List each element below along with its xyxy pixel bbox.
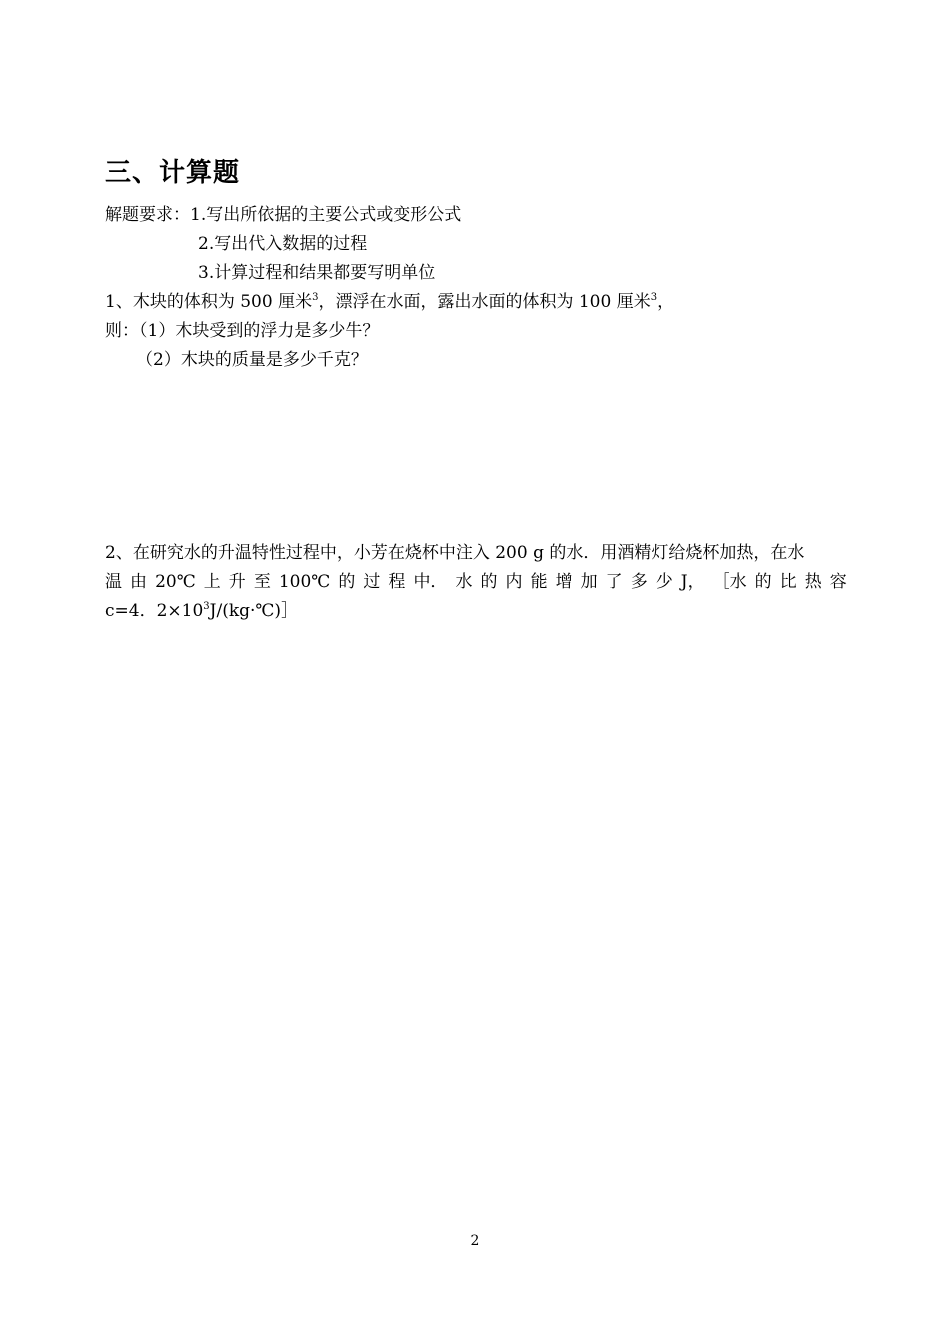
requirement-item-2: 2.写出代入数据的过程 (198, 234, 368, 254)
question2-token: 容 (829, 572, 847, 592)
question2-token: 加 (580, 572, 598, 592)
question2-token: 的 (754, 572, 772, 592)
question2-token: 了 (605, 572, 623, 592)
superscript: 3 (650, 292, 658, 303)
question2-token: 升 (228, 572, 246, 592)
question1-line1 (105, 291, 674, 316)
page-number: 2 (470, 1233, 480, 1249)
question2-token: 温 (105, 572, 122, 592)
question1-text-b: ，漂浮在水面，露出水面的体积为 100 厘米 (318, 292, 651, 312)
question2-token: 增 (555, 572, 573, 592)
superscript: 3 (312, 292, 319, 303)
question2-line2 (105, 571, 847, 593)
question2-token: 少 (655, 572, 673, 592)
question2-token: 比 (779, 572, 797, 592)
question2-token: 热 (804, 572, 822, 592)
question2-token: 中． (413, 572, 448, 592)
question2-token: 多 (630, 572, 648, 592)
question2-text-a: c=4．2×10 (105, 601, 204, 621)
question2-line1: 2、在研究水的升温特性过程中，小芳在烧杯中注入 200 g 的水．用酒精灯给烧杯加热，在水 (105, 543, 805, 563)
question2-token: 的 (480, 572, 498, 592)
question2-token: 100℃ (278, 572, 331, 592)
question2-token: 能 (530, 572, 548, 592)
question2-token: 至 (253, 572, 271, 592)
question2-line3 (105, 600, 298, 625)
question2-token: 程 (388, 572, 406, 592)
question1-line2: 则：（1）木块受到的浮力是多少牛？ (105, 321, 380, 341)
question2-token: 水 (455, 572, 473, 592)
question1-text-c: ， (657, 292, 675, 312)
question2-token: 内 (505, 572, 523, 592)
question1-line3: （2）木块的质量是多少千克？ (136, 350, 368, 370)
question2-text-b: J/(kg·℃)］ (209, 601, 299, 621)
requirement-item-1: 1.写出所依据的主要公式或变形公式 (190, 205, 462, 225)
question2-token: 的 (338, 572, 356, 592)
question2-token: 过 (363, 572, 381, 592)
question2-token: 20℃ (155, 572, 196, 592)
question2-token: ［水 (712, 572, 747, 592)
question2-token: J， (680, 572, 705, 592)
question2-token: 上 (203, 572, 221, 592)
question2-token: 由 (130, 572, 148, 592)
question1-text-a: 1、木块的体积为 500 厘米 (105, 292, 313, 312)
requirements-label: 解题要求： (105, 205, 190, 225)
section-title: 三、计算题 (105, 158, 241, 188)
superscript: 3 (203, 601, 210, 612)
requirement-item-3: 3.计算过程和结果都要写明单位 (198, 263, 436, 283)
requirements-line-1 (105, 204, 461, 226)
